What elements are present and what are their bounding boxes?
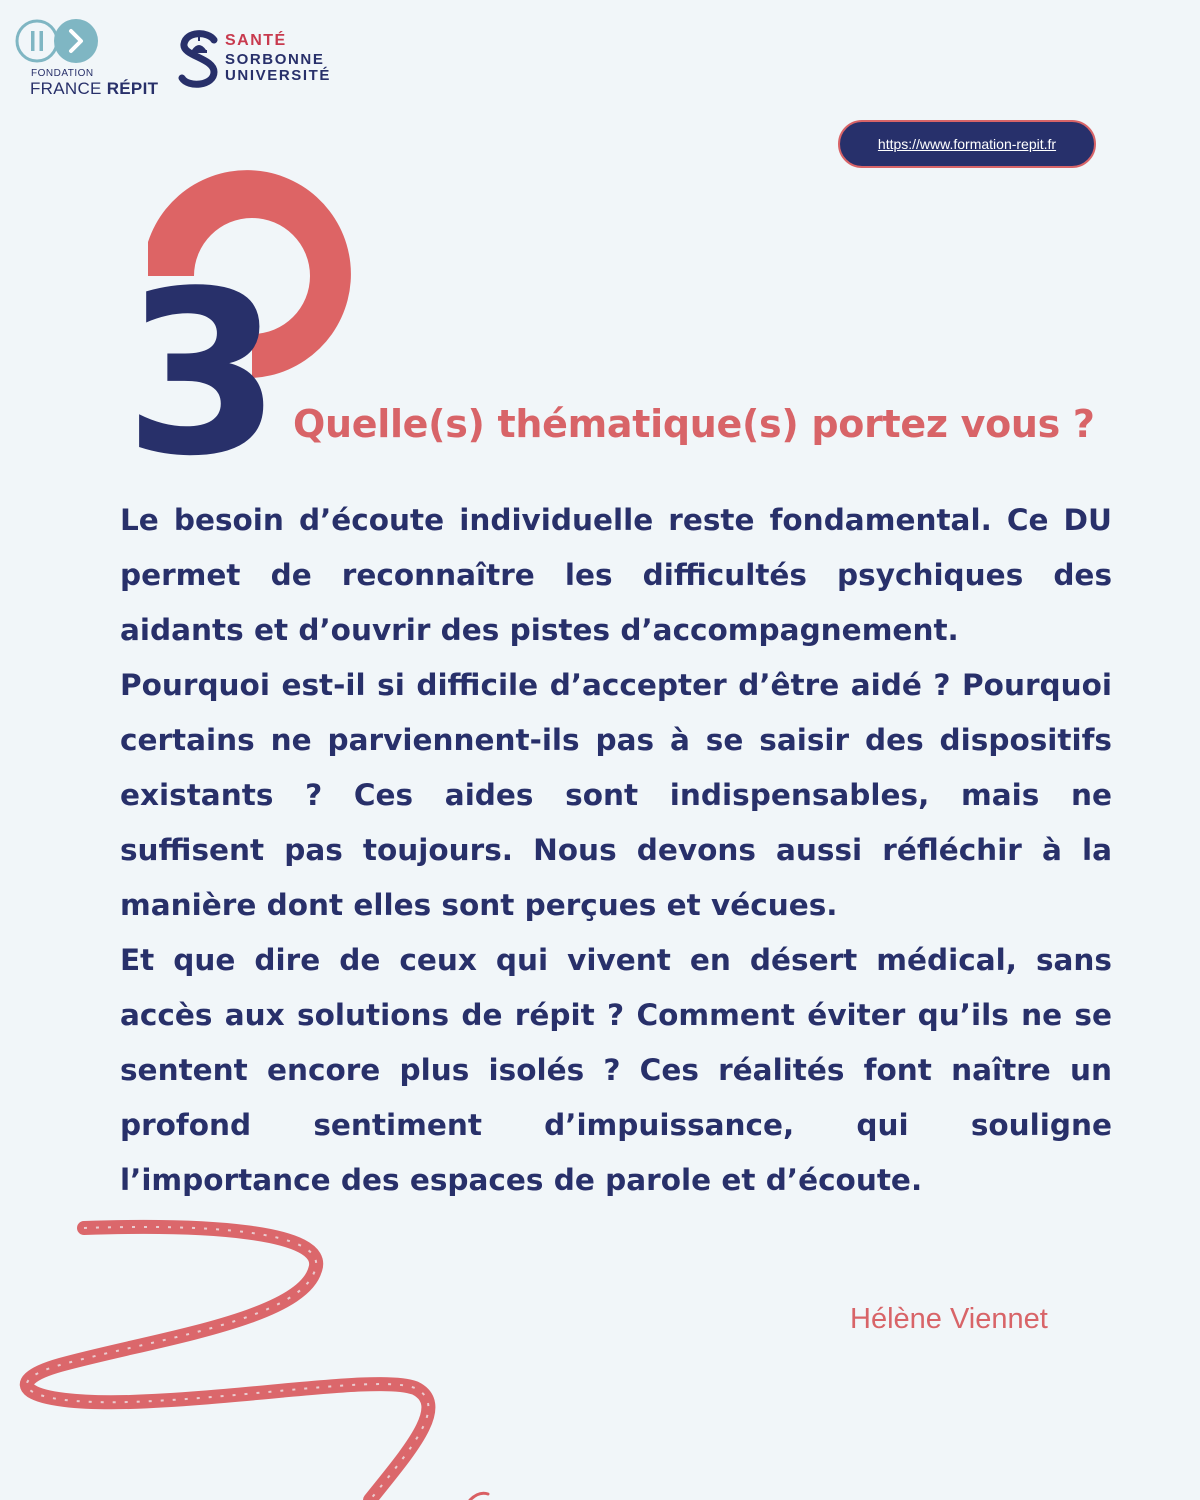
sante-sorbonne-universite-logo (178, 28, 348, 92)
author-name: Hélène Viennet (850, 1303, 1048, 1335)
question-heading: Quelle(s) thématique(s) portez vous ? (293, 402, 1095, 446)
paragraph-2: Pourquoi est-il si difficile d’accepter d’être aidé ? Pourquoi certains ne parviennent-ils pas à se saisir des dispositifs existants ? Ces aides sont indispensables, mais ne suffisent pas toujours. Nous devons aussi réfléchir à la manière dont elles sont perçues et vécues. (120, 668, 1112, 922)
fondation-france-repit-logo (14, 18, 164, 102)
pause-next-icon (14, 18, 104, 64)
section-number: 3 (124, 243, 278, 506)
sorbonne-dome-icon (178, 28, 220, 90)
paragraph-1: Le besoin d’écoute individuelle reste fondamental. Ce DU permet de reconnaître les difficultés psychiques des aidants et d’ouvrir des pistes d’accompagnement. (120, 503, 1112, 647)
body-text (120, 493, 1112, 1208)
fondation-label: FONDATION (31, 68, 94, 79)
france-repit-label: FRANCE RÉPIT (30, 79, 159, 98)
paragraph-3: Et que dire de ceux qui vivent en désert médical, sans accès aux solutions de répit ? Comment éviter qu’ils ne se sentent encore plus isolés ? Ces réalités font naître un profond sentiment d’impuissance, qui souligne l’importance des espaces de parole et d’écoute. (120, 943, 1112, 1197)
sante-label: SANTÉ (225, 32, 287, 49)
brush-stroke-decoration (0, 1210, 520, 1500)
website-link[interactable]: https://www.formation-repit.fr (838, 120, 1096, 168)
sorbonne-label: SORBONNE (225, 51, 325, 68)
universite-label: UNIVERSITÉ (225, 67, 332, 84)
